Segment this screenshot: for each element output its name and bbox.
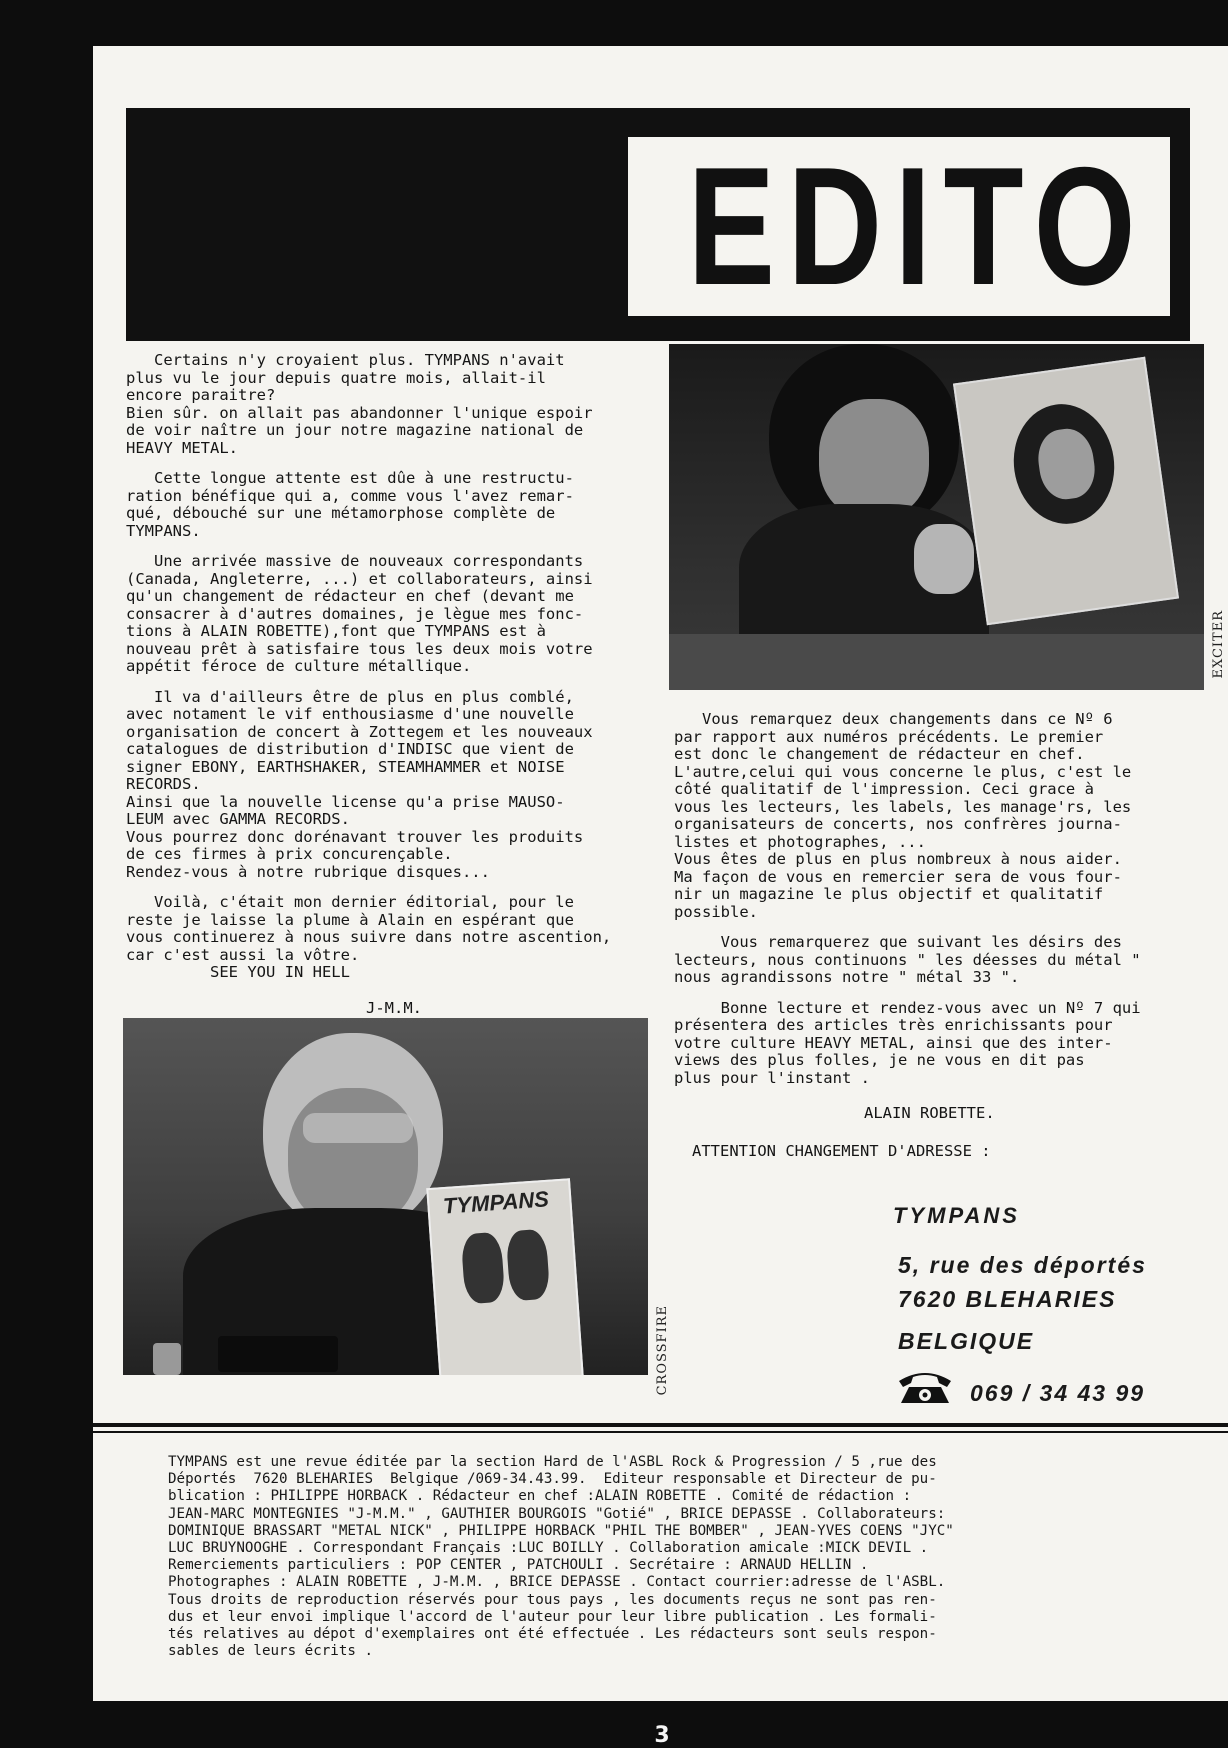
right-paragraph-3: Bonne lecture et rendez-vous avec un Nº 7 qui présentera des articles très enrichissants pour votre culture HEAVY METAL, ainsi que des inter- views des plus folles, je ne vous en dit pas plus pour l'instant .	[674, 998, 1141, 1087]
photo-credit-exciter: EXCITER	[1211, 610, 1226, 679]
magazine-label: TYMPANS	[442, 1186, 550, 1219]
left-column	[126, 352, 666, 1017]
left-signature: J-M.M.	[366, 998, 422, 1017]
address-notice: ATTENTION CHANGEMENT D'ADRESSE :	[692, 1141, 991, 1160]
photo-credit-crossfire: CROSSFIRE	[655, 1305, 670, 1396]
right-paragraph-2: Vous remarquerez que suivant les désirs des lecteurs, nous continuons " les déesses du métal " nous agrandissons notre " métal 33 ".	[674, 933, 1141, 986]
address-city: 7620 BLEHARIES	[898, 1286, 1117, 1312]
right-column	[674, 711, 1209, 1160]
photo-crossfire	[123, 1018, 648, 1375]
telephone-icon	[895, 1367, 955, 1405]
address-phone: 069 / 34 43 99	[970, 1380, 1146, 1406]
page-title: EDITO	[687, 132, 1149, 320]
footer-rule-thick	[93, 1423, 1228, 1427]
left-paragraph-2: Cette longue attente est dûe à une restructu- ration bénéfique qui a, comme vous l'avez remar- qué, débouché sur une métamorphose complète de TYMPANS.	[126, 469, 574, 540]
title-box	[624, 133, 1174, 320]
photo-exciter	[669, 344, 1204, 690]
address-name: TYMPANS	[893, 1203, 1020, 1228]
address-country: BELGIQUE	[898, 1328, 1035, 1354]
left-paragraph-5: Voilà, c'était mon dernier éditorial, pour le reste je laisse la plume à Alain en espérant que vous continuerez à nous suivre dans notre ascention, car c'est aussi la vôtre. SEE YOU IN HELL	[126, 893, 612, 981]
left-paragraph-3: Une arrivée massive de nouveaux correspondants (Canada, Angleterre, ...) et collaborateurs, ainsi qu'un changement de rédacteur en chef (devant me consacrer à d'autres domaines, je lègue mes fonc- tions à ALAIN ROBETTE),font que TYMPANS est à nouveau prêt à satisfaire tous les deux mois votre appétit féroce de culture métallique.	[126, 552, 593, 675]
address-street: 5, rue des déportés	[898, 1252, 1147, 1278]
left-paragraph-4: Il va d'ailleurs être de plus en plus comblé, avec notament le vif enthousiasme d'une nouvelle organisation de concert à Zottegem et les nouveaux catalogues de distribution d'INDISC que vient de signer EBONY, EARTHSHAKER, STEAMHAMMER et NOISE RECORDS. Ainsi que la nouvelle license qu'a prise MAUSO- LEUM avec GAMMA RECORDS. Vous pourrez donc dorénavant trouver les produits de ces firmes à prix concurençable. Rendez-vous à notre rubrique disques...	[126, 687, 593, 881]
right-paragraph-1: Vous remarquez deux changements dans ce Nº 6 par rapport aux numéros précédents. Le premier est donc le changement de rédacteur en chef. L'autre,celui qui vous concerne le plus, c'est le côté qualitatif de l'impression. Ceci grace à vous les lecteurs, les labels, les manage'rs, les organisateurs de concerts, nos confrères journa- listes et photographes, ... Vous êtes de plus en plus nombreux à nous aider. Ma façon de vous en remercier sera de vous four- nir un magazine le plus objectif et qualitatif possible.	[674, 710, 1132, 921]
footer-credits: TYMPANS est une revue éditée par la section Hard de l'ASBL Rock & Progression / 5 ,rue des Déportés 7620 BLEHARIES Belgique /069-34.43.99. Editeur responsable et Directeur de pu- blication : PHILIPPE HORBACK . Rédacteur en chef :ALAIN ROBETTE . Comité de rédaction : JEAN-MARC MONTEGNIES "J-M.M." , GAUTHIER BOURGOIS "Gotié" , BRICE DEPASSE . Collaborateurs: DOMINIQUE BRASSART "METAL NICK" , PHILIPPE HORBACK "PHIL THE BOMBER" , JEAN-YVES COENS "JYC" LUC BRUYNOOGHE . Correspondant Français :LUC BOILLY . Collaboration amicale :MICK DEVIL . Remerciements particuliers : POP CENTER , PATCHOULI . Secrétaire : ARNAUD HELLIN . Photographes : ALAIN ROBETTE , J-M.M. , BRICE DEPASSE . Contact courrier:adresse de l'ASBL. Tous droits de reproduction réservés pour tous pays , les documents reçus ne sont pas ren- dus et leur envoi implique l'accord de l'auteur pour leur libre publication . Les formali- tés relatives au dépot d'exemplaires ont été effectuée . Les rédacteurs sont seuls respon- sables de leurs écrits .	[168, 1454, 954, 1660]
right-signature: ALAIN ROBETTE.	[864, 1104, 995, 1122]
left-paragraph-1: Certains n'y croyaient plus. TYMPANS n'avait plus vu le jour depuis quatre mois, allait-il encore paraitre? Bien sûr. on allait pas abandonner l'unique espoir de voir naître un jour notre magazine national de HEAVY METAL.	[126, 351, 593, 457]
footer-rule-thin	[93, 1431, 1228, 1433]
page-number: 3	[654, 1723, 670, 1748]
